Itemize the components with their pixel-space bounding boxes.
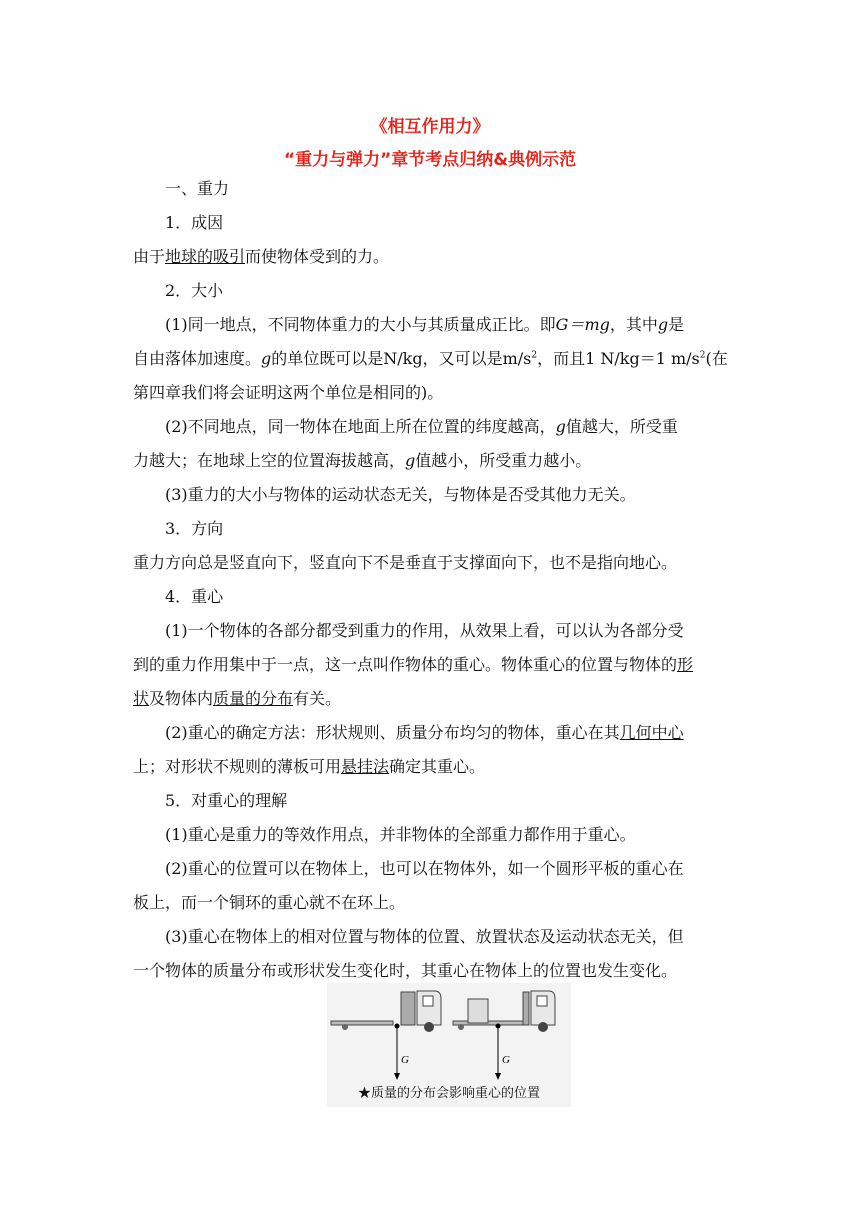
paragraph: 第四章我们将会证明这两个单位是相同的)。 (133, 383, 444, 402)
paragraph: 由于地球的吸引而使物体受到的力。 (133, 247, 390, 266)
paragraph: (3)重力的大小与物体的运动状态无关，与物体是否受其他力无关。 (165, 485, 636, 504)
paragraph: 到的重力作用集中于一点，这一点叫作物体的重心。物体重心的位置与物体的形 (133, 655, 694, 674)
paragraph: 一个物体的质量分布或形状发生变化时，其重心在物体上的位置也发生变化。 (133, 961, 678, 980)
sub-heading: 2．大小 (165, 281, 224, 300)
section-heading: 一、重力 (165, 179, 230, 198)
paragraph: 力越大；在地球上空的位置海拔越高，g值越小，所受重力越小。 (133, 451, 592, 470)
paragraph: (1)重心是重力的等效作用点，并非物体的全部重力都作用于重心。 (165, 825, 636, 844)
paragraph: 自由落体加速度。g的单位既可以是N/kg，又可以是$m/s^2$，而且1 N/kg＝1 $m/s^2$(在 (133, 349, 728, 368)
document-title: 《相互作用力》 (370, 117, 490, 137)
gravity-label: G (502, 1054, 510, 1066)
paragraph: 上；对形状不规则的薄板可用悬挂法确定其重心。 (133, 757, 486, 776)
paragraph: (2)不同地点，同一物体在地面上所在位置的纬度越高，g值越大，所受重 (165, 417, 678, 436)
paragraph: (1)一个物体的各部分都受到重力的作用，从效果上看，可以认为各部分受 (165, 621, 684, 640)
figure-caption: ★质量的分布会影响重心的位置 (357, 1086, 540, 1101)
paragraph: (1)同一地点，不同物体重力的大小与其质量成正比。即G＝mg，其中g是 (165, 315, 685, 334)
document-body (133, 172, 733, 988)
paragraph: (3)重心在物体上的相对位置与物体的位置、放置状态及运动状态无关，但 (165, 927, 684, 946)
gravity-label: G (401, 1054, 409, 1066)
paragraph: (2)重心的位置可以在物体上，也可以在物体外，如一个圆形平板的重心在 (165, 859, 684, 878)
sub-heading: 1．成因 (165, 213, 224, 232)
paragraph: 状及物体内质量的分布有关。 (133, 689, 342, 708)
paragraph: 重力方向总是竖直向下，竖直向下不是垂直于支撑面向下，也不是指向地心。 (133, 553, 678, 572)
paragraph: (2)重心的确定方法：形状规则、质量分布均匀的物体，重心在其几何中心 (165, 723, 684, 742)
sub-heading: 5．对重心的理解 (165, 791, 288, 810)
sub-heading: 3．方向 (165, 519, 224, 538)
paragraph: 板上，而一个铜环的重心就不在环上。 (133, 893, 406, 912)
document-subtitle: “重力与弹力”章节考点归纳&典例示范 (283, 150, 577, 170)
sub-heading: 4．重心 (165, 587, 224, 606)
